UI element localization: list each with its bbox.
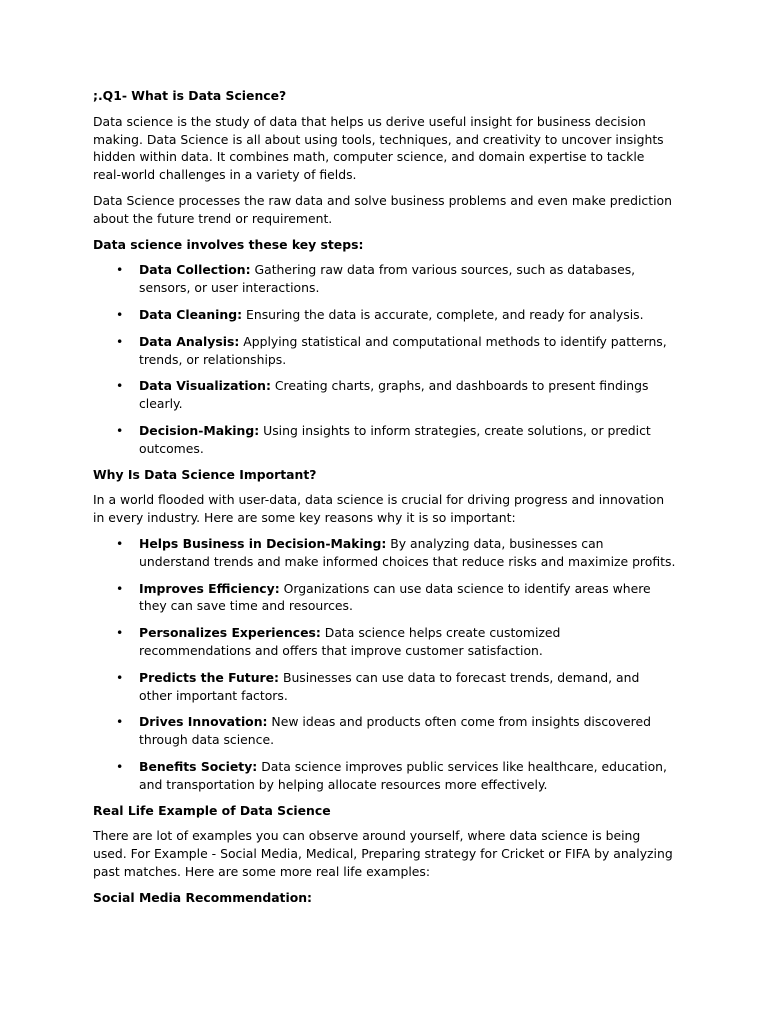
bullet-icon: • <box>116 535 124 551</box>
bullet-icon: • <box>116 378 124 394</box>
list-item-term: Drives Innovation: <box>139 714 268 730</box>
process-paragraph: Data Science processes the raw data and solve business problems and even make prediction about the future trend or requirement. <box>93 192 672 226</box>
list-item <box>116 535 676 571</box>
list-item <box>116 580 676 616</box>
list-item-term: Helps Business in Decision-Making: <box>139 535 387 551</box>
list-item-term: Data Collection: <box>139 262 251 278</box>
list-item-text: Data science helps create customized recommendations and offers that improve customer satisfaction. <box>139 625 561 658</box>
reasons-list <box>93 535 676 794</box>
key-steps-heading: Data science involves these key steps: <box>93 236 364 252</box>
list-item <box>116 306 676 324</box>
list-item-term: Predicts the Future: <box>139 669 280 685</box>
list-item-text: Organizations can use data science to identify areas where they can save time and resources. <box>139 580 651 614</box>
real-life-example-paragraph: There are lot of examples you can observe around yourself, where data science is being used. For Example - Social Media, Medical, Preparing strategy for Cricket or FIFA by analyzing past matches. Here are some more real life examples: <box>93 828 673 879</box>
q1-heading: ;.Q1- What is Data Science? <box>93 88 287 103</box>
bullet-icon: • <box>116 306 124 322</box>
list-item-text: By analyzing data, businesses can understand trends and make informed choices that reduce risks and maximize profits. <box>139 535 676 569</box>
list-item <box>116 261 676 297</box>
list-item <box>116 758 676 794</box>
bullet-icon: • <box>116 669 124 685</box>
list-item <box>116 333 676 369</box>
list-item-term: Improves Efficiency: <box>139 580 280 596</box>
why-important-heading: Why Is Data Science Important? <box>93 466 317 482</box>
bullet-icon: • <box>116 422 124 438</box>
list-item-text: Ensuring the data is accurate, complete, and ready for analysis. <box>242 306 644 322</box>
key-steps-list <box>93 261 676 457</box>
list-item-term: Decision-Making: <box>139 422 260 438</box>
list-item-text: Using insights to inform strategies, create solutions, or predict outcomes. <box>139 422 651 456</box>
bullet-icon: • <box>116 580 124 596</box>
list-item-text: Businesses can use data to forecast trends, demand, and other important factors. <box>139 669 640 703</box>
why-important-paragraph: In a world flooded with user-data, data science is crucial for driving progress and innovation in every industry. Here are some key reasons why it is so important: <box>93 492 665 526</box>
bullet-icon: • <box>116 333 124 349</box>
list-item <box>116 377 676 413</box>
list-item-term: Benefits Society: <box>139 758 258 774</box>
bullet-icon: • <box>116 714 124 730</box>
list-item-term: Data Analysis: <box>139 333 240 349</box>
real-life-example-heading: Real Life Example of Data Science <box>93 802 331 818</box>
bullet-icon: • <box>116 262 124 278</box>
list-item-term: Data Visualization: <box>139 378 271 394</box>
bullet-icon: • <box>116 758 124 774</box>
list-item-text: Data science improves public services like healthcare, education, and transportation by helping allocate resources more effectively. <box>139 758 667 792</box>
bullet-icon: • <box>116 625 124 641</box>
list-item-text: Gathering raw data from various sources, such as databases, sensors, or user interactions. <box>139 262 636 296</box>
list-item-term: Data Cleaning: <box>139 306 243 322</box>
social-media-heading: Social Media Recommendation: <box>93 889 313 905</box>
list-item <box>116 422 676 458</box>
list-item-text: New ideas and products often come from insights discovered through data science. <box>139 714 651 748</box>
list-item <box>116 669 676 705</box>
list-item <box>116 624 676 660</box>
list-item <box>116 713 676 749</box>
list-item-text: Creating charts, graphs, and dashboards to present findings clearly. <box>139 378 649 412</box>
intro-paragraph: Data science is the study of data that helps us derive useful insight for business decision making. Data Science is all about using tools, techniques, and creativity to uncover insights hidden within data. It combines math, computer science, and domain expertise to tackle real-world challenges in a variety of fields. <box>93 113 664 183</box>
list-item-text: Applying statistical and computational methods to identify patterns, trends, or relationships. <box>139 333 667 367</box>
list-item-term: Personalizes Experiences: <box>139 625 321 641</box>
